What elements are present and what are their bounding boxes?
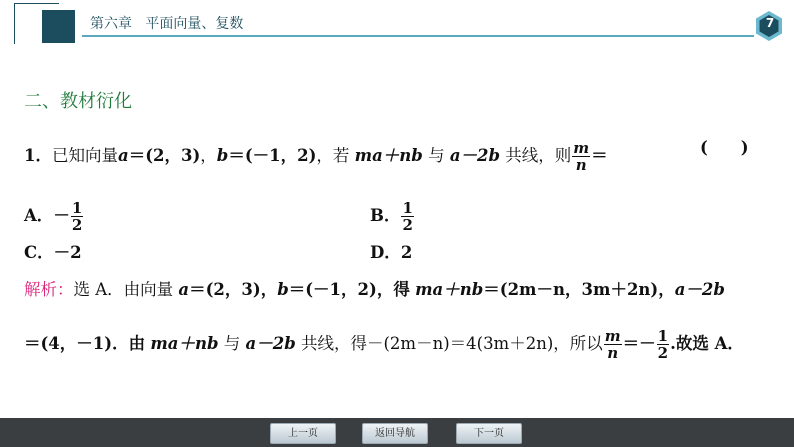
analysis-line-1: 解析：选 A．由向量 a＝(2，3)，b＝(－1，2)，得 ma＋nb＝(2m－n，3m＋2n)，a－2b — [24, 280, 725, 299]
chapter-topic: 平面向量、复数 — [145, 16, 244, 32]
question-fraction: $\frac{m}{n}$ — [573, 139, 590, 174]
option-b: B． $\frac{1}{2}$ — [370, 199, 413, 234]
chapter-title — [90, 13, 243, 33]
question-stem: 1．已知向量a＝(2，3)，b＝(－1，2)，若 ma＋nb 与 a－2b 共线，则 $\frac{m}{n}$ ＝ — [24, 139, 608, 174]
header-rule — [82, 35, 754, 37]
analysis-label: 解析： — [24, 280, 74, 299]
section-title: 二、教材衍化 — [24, 91, 132, 112]
analysis-fraction-result: $\frac{1}{2}$ — [657, 327, 669, 362]
header-decoration-square — [42, 10, 75, 43]
analysis-fraction-mn: $\frac{m}{n}$ — [604, 327, 621, 362]
option-b-fraction: $\frac{1}{2}$ — [402, 199, 413, 234]
prev-page-button[interactable]: 上一页 — [270, 423, 336, 444]
analysis-line-2: ＝(4，－1)．由 ma＋nb 与 a－2b 共线，得－(2m－n)＝4(3m＋2n)，所以 $\frac{m}{n}$ ＝－ $\frac{1}{2}$ .故选 A． — [24, 327, 744, 362]
back-to-nav-button[interactable]: 返回导航 — [362, 423, 428, 444]
option-a: A．－ $\frac{1}{2}$ — [24, 199, 83, 234]
answer-blank: ( ) — [700, 138, 749, 157]
chapter-label: 第六章 — [90, 16, 132, 32]
page-number: 7 — [765, 16, 775, 30]
next-page-button[interactable]: 下一页 — [456, 423, 522, 444]
option-c: C．－2 — [24, 243, 82, 262]
option-d: D．2 — [370, 243, 413, 262]
option-a-fraction: $\frac{1}{2}$ — [71, 199, 83, 234]
